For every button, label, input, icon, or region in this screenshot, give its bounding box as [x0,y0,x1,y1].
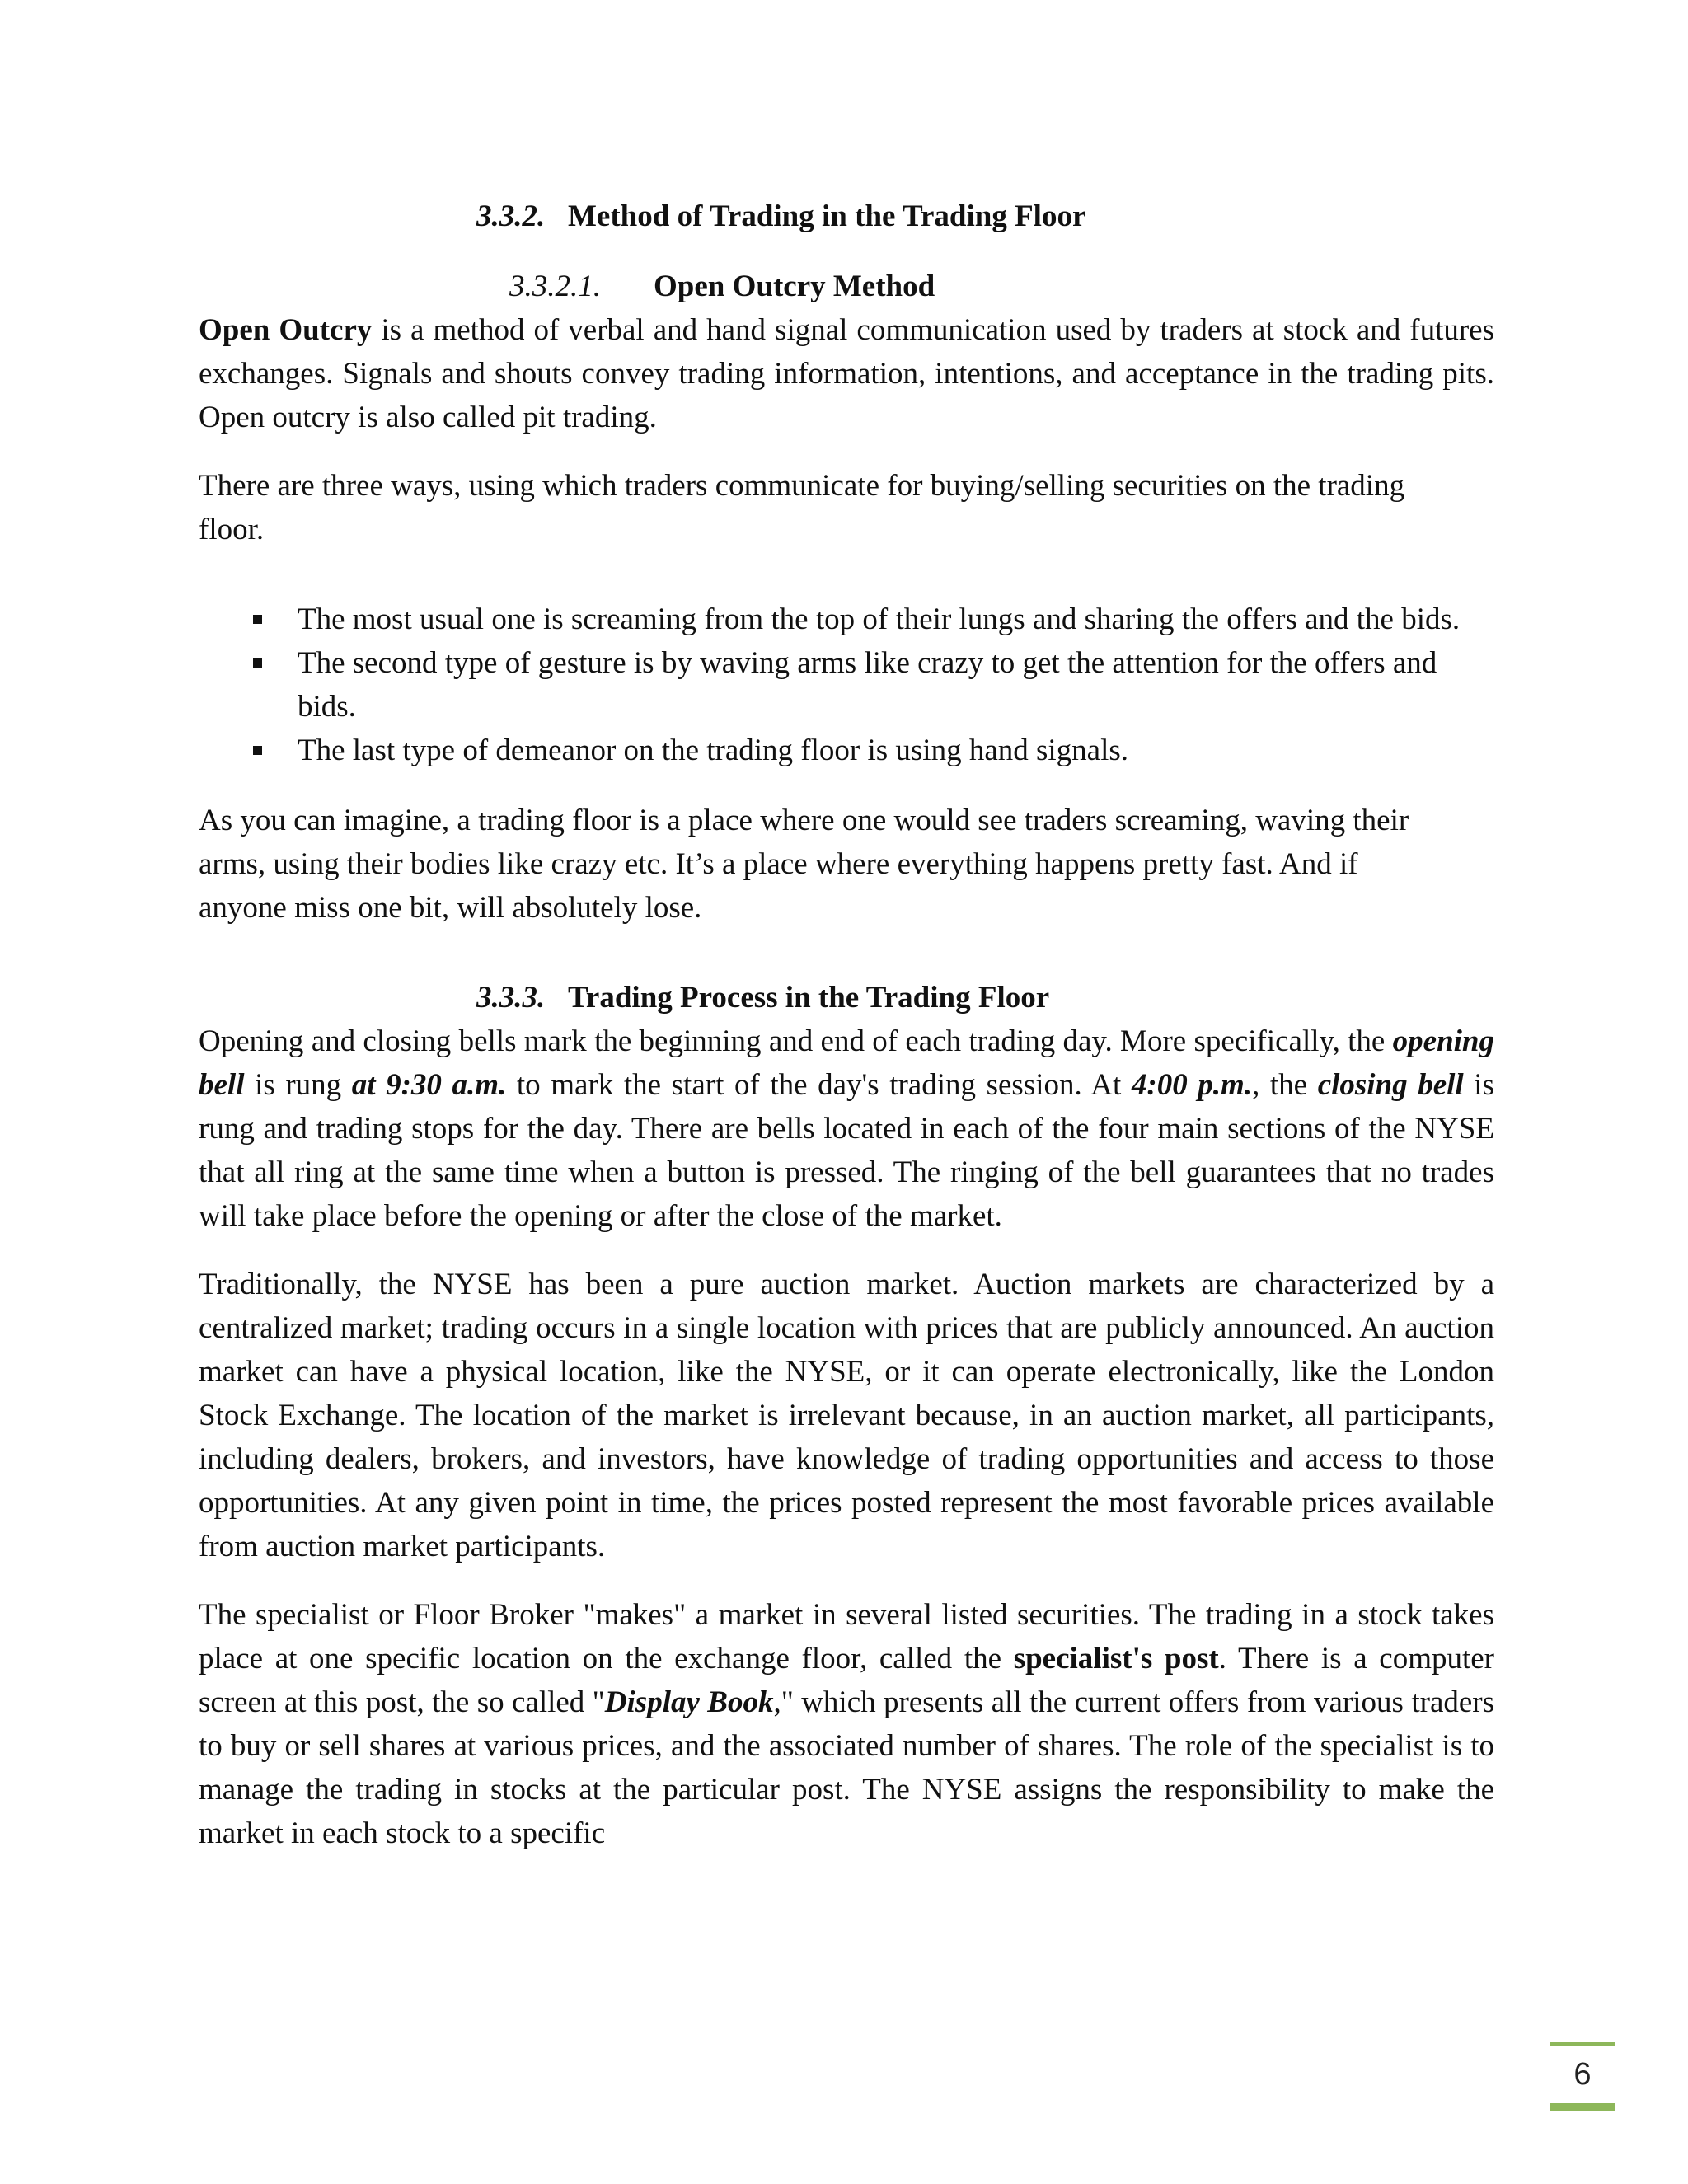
text-run: to mark the start of the day's trading session. At [506,1068,1132,1102]
paragraph-open-outcry [199,308,1494,439]
bullet-icon [253,658,262,668]
paragraph-specialist [199,1593,1494,1855]
term-specialists-post: specialist's post [1013,1642,1219,1675]
subsection-number: 3.3.2.1. [509,269,601,303]
bullet-icon [253,746,262,755]
paragraph-three-ways: There are three ways, using which traders communicate for buying/selling securities on the trading floor. [199,469,1405,546]
text-run: . There is a computer screen at this post, the so called " [199,1642,1495,1719]
list-item-text: The most usual one is screaming from the top of their lungs and sharing the offers and the bids. [298,602,1461,636]
section-3-3-2-1-heading [199,265,1494,308]
list-item [199,598,1497,641]
text-run: is rung and trading stops for the day. There are bells located in each of the four main sections of the NYSE that all ring at the same time when a button is pressed. The ringing of the bell guarantees that no trades will take place before the opening or after the close of the market. [199,1068,1494,1233]
page-content [199,194,1494,1855]
term-opening-time: at 9:30 a.m. [351,1068,507,1102]
text-run: , the [1252,1068,1318,1102]
paragraph-auction-market: Traditionally, the NYSE has been a pure auction market. Auction markets are characterized by a centralized market; trading occurs in a single location with prices that are publicly announced. An auction market can have a physical location, like the NYSE, or it can operate electronically, like the London Stock Exchange. The location of the market is irrelevant because, in an auction market, all participants, including dealers, brokers, and investors, have knowledge of trading opportunities and access to those opportunities. At any given point in time, the prices posted represent the most favorable prices available from auction market participants. [199,1268,1494,1563]
paragraph-text: is a method of verbal and hand signal communication used by traders at stock and futures exchanges. Signals and shouts convey trading information, intentions, and acceptance in the trading pits. Open outcry is also called pit trading. [199,313,1495,434]
section-title: Method of Trading in the Trading Floor [568,199,1086,233]
page-number: 6 [1550,2042,1615,2111]
list-item-text: The last type of demeanor on the trading floor is using hand signals. [298,733,1129,767]
term-closing-time: 4:00 p.m. [1131,1068,1253,1102]
paragraph-bells [199,1019,1494,1238]
term-opening-bell: opening bell [199,1024,1494,1102]
section-title: Trading Process in the Trading Floor [568,981,1050,1015]
list-item [199,729,1497,772]
term-closing-bell: closing bell [1317,1068,1464,1102]
text-run: ," which presents all the current offers from various traders to buy or sell shares at various prices, and the associated number of shares. The role of the specialist is to manage the trading in stocks at the particular post. The NYSE assigns the responsibility to make the market in each stock to a specific [199,1685,1495,1850]
section-3-3-2-heading [199,194,1494,238]
text-run: is rung [244,1068,352,1102]
section-number: 3.3.3. [476,981,546,1015]
text-run: Opening and closing bells mark the beginning and end of each trading day. More specifically, the [199,1024,1393,1058]
bullet-icon [253,615,262,624]
term-open-outcry: Open Outcry [199,313,373,347]
list-item [199,641,1497,729]
section-3-3-3-heading [199,976,1494,1019]
paragraph-trading-floor: As you can imagine, a trading floor is a place where one would see traders screaming, waving their arms, using their bodies like crazy etc. It’s a place where everything happens pretty fast. And if anyone miss one bit, will absolutely lose. [199,804,1409,925]
list-item-text: The second type of gesture is by waving arms like crazy to get the attention for the offers and bids. [298,646,1437,724]
text-run: The specialist or Floor Broker "makes" a market in several listed securities. The trading in a stock takes place at one specific location on the exchange floor, called the [199,1598,1494,1675]
term-display-book: Display Book [604,1685,774,1719]
bullet-list [199,598,1494,772]
section-number: 3.3.2. [476,199,546,233]
subsection-title: Open Outcry Method [654,269,935,303]
